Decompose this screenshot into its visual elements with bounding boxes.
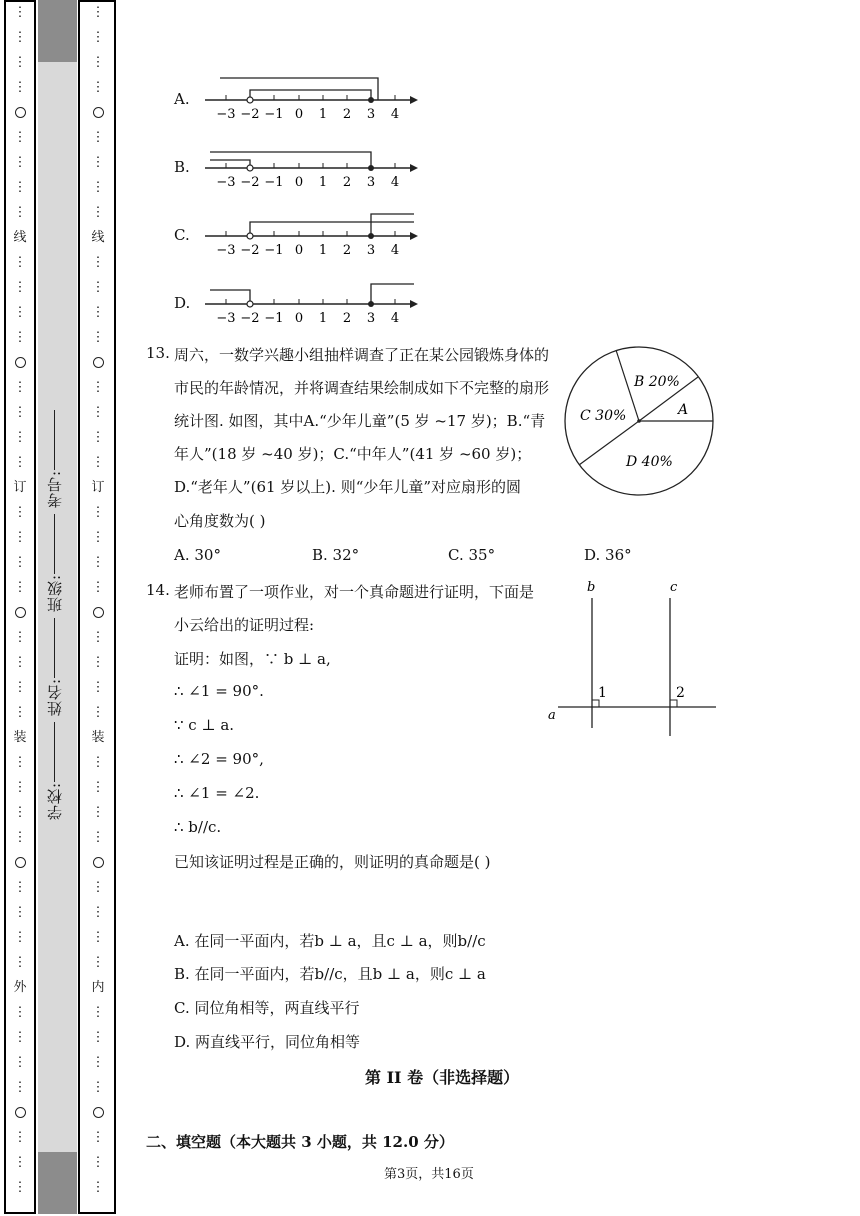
tick-label: −1 [264, 311, 284, 326]
margin-dots: ⋮ [13, 280, 27, 295]
q14-choice-b: B. 在同一平面内，若b//c，且b ⊥ a，则c ⊥ a [174, 965, 486, 983]
margin-dots: ⋮ [91, 755, 105, 770]
margin-label: 装 [91, 730, 105, 745]
fill-in-section-title: 二、填空题（本大题共 3 小题，共 12.0 分） [146, 1133, 454, 1151]
tick-label: −2 [240, 175, 260, 190]
q13-line-1: 周六，一数学兴趣小组抽样调查了正在某公园锻炼身体的 [174, 346, 550, 364]
pie-center [637, 419, 641, 423]
solution-ray [371, 284, 414, 304]
margin-dots: ⋮ [13, 55, 27, 70]
closed-point [368, 301, 374, 307]
tick-label: −2 [240, 107, 260, 122]
margin-dots: ⋮ [91, 1180, 105, 1195]
margin-dots: ⋮ [13, 205, 27, 220]
margin-dots: ⋮ [13, 455, 27, 470]
margin-dots: ⋮ [13, 1055, 27, 1070]
q14-parallel-lines-figure [544, 576, 720, 741]
margin-dots: ⋮ [13, 755, 27, 770]
margin-dots: ⋮ [13, 505, 27, 520]
margin-dots: ⋮ [91, 805, 105, 820]
margin-dots: ⋮ [91, 455, 105, 470]
q14-line-1: 老师布置了一项作业，对一个真命题进行证明，下面是 [174, 583, 535, 601]
tick-label: 1 [318, 175, 328, 190]
margin-dots: ⋮ [13, 180, 27, 195]
tick-label: −2 [240, 243, 260, 258]
margin-dots: ⋮ [91, 880, 105, 895]
margin-dots: ⋮ [91, 1055, 105, 1070]
binding-block-bottom [38, 1152, 77, 1214]
margin-dots: ⋮ [13, 880, 27, 895]
margin-circle [8, 350, 32, 375]
page-footer: 第3页，共16页 [384, 1167, 474, 1182]
margin-circle [86, 1100, 110, 1125]
margin-dots: ⋮ [91, 1130, 105, 1145]
margin-dots: ⋮ [13, 780, 27, 795]
q12-option-a-label: A. [174, 90, 190, 108]
q14-line-8: ∴ b//c. [174, 818, 222, 836]
margin-circle [86, 100, 110, 125]
margin-circle [8, 1100, 32, 1125]
open-point [247, 233, 253, 239]
margin-circle [86, 350, 110, 375]
tick-label: 0 [294, 175, 304, 190]
margin-dots: ⋮ [13, 130, 27, 145]
tick-label: 0 [294, 243, 304, 258]
tick-label: 2 [342, 243, 352, 258]
q13-pie-chart [562, 340, 722, 500]
q14-number: 14. [146, 581, 170, 599]
margin-dots: ⋮ [13, 655, 27, 670]
pie-label-c: C 30% [580, 408, 627, 424]
margin-circle [8, 600, 32, 625]
outer-dots-column [8, 0, 32, 1200]
q14-line-9: 已知该证明过程是正确的，则证明的真命题是( ) [174, 853, 491, 871]
tick-label: −1 [264, 243, 284, 258]
margin-dots: ⋮ [13, 830, 27, 845]
closed-point [368, 233, 374, 239]
tick-label: 4 [390, 311, 400, 326]
margin-dots: ⋮ [91, 530, 105, 545]
tick-label: 0 [294, 311, 304, 326]
margin-dots: ⋮ [91, 780, 105, 795]
margin-dots: ⋮ [13, 380, 27, 395]
q13-line-3: 统计图. 如图，其中A.“少年儿童”(5 岁 ~17 岁)；B.“青 [174, 412, 546, 430]
margin-dots: ⋮ [13, 30, 27, 45]
margin-dots: ⋮ [91, 180, 105, 195]
solution-ray [210, 160, 250, 168]
margin-dots: ⋮ [13, 955, 27, 970]
margin-dots: ⋮ [91, 1005, 105, 1020]
q13-choice-d: D. 36° [584, 546, 632, 564]
q14-line-4: ∴ ∠1 = 90°. [174, 682, 264, 700]
name-field-label: 姓名: [46, 678, 64, 717]
number-line-arrow [410, 96, 418, 104]
tick-label: 2 [342, 175, 352, 190]
margin-dots: ⋮ [91, 330, 105, 345]
margin-dots: ⋮ [91, 55, 105, 70]
margin-dots: ⋮ [91, 630, 105, 645]
tick-label: −3 [216, 175, 236, 190]
margin-dots: ⋮ [91, 30, 105, 45]
margin-dots: ⋮ [91, 430, 105, 445]
section-2-title: 第 II 卷（非选择题） [365, 1068, 520, 1087]
pie-label-d: D 40% [626, 454, 673, 470]
student-info-fields [44, 380, 65, 820]
margin-dots: ⋮ [13, 630, 27, 645]
margin-dots: ⋮ [91, 930, 105, 945]
open-point [247, 165, 253, 171]
tick-label: 4 [390, 107, 400, 122]
margin-circle [86, 850, 110, 875]
margin-circle [8, 100, 32, 125]
margin-dots: ⋮ [91, 705, 105, 720]
margin-dots: ⋮ [13, 155, 27, 170]
q12-option-c-label: C. [174, 226, 190, 244]
inner-dots-column [86, 0, 110, 1200]
q13-line-2: 市民的年龄情况，并将调查结果绘制成如下不完整的扇形 [174, 379, 550, 397]
margin-dots: ⋮ [13, 680, 27, 695]
solution-segment [250, 90, 371, 100]
margin-dots: ⋮ [13, 555, 27, 570]
open-point [247, 97, 253, 103]
margin-circle [86, 600, 110, 625]
margin-label: 订 [91, 480, 105, 495]
tick-label: 1 [318, 311, 328, 326]
margin-dots: ⋮ [91, 130, 105, 145]
margin-dots: ⋮ [13, 1155, 27, 1170]
tick-label: 4 [390, 175, 400, 190]
margin-dots: ⋮ [91, 830, 105, 845]
open-point [247, 301, 253, 307]
margin-label: 线 [91, 230, 105, 245]
margin-dots: ⋮ [13, 5, 27, 20]
number-line-arrow [410, 300, 418, 308]
margin-dots: ⋮ [13, 1130, 27, 1145]
school-field-label: 学校: [46, 781, 64, 820]
margin-dots: ⋮ [91, 555, 105, 570]
tick-label: 2 [342, 107, 352, 122]
id-field-label: 考号: [46, 470, 64, 509]
margin-dots: ⋮ [91, 405, 105, 420]
q13-number: 13. [146, 344, 170, 362]
q14-choice-c: C. 同位角相等，两直线平行 [174, 999, 360, 1017]
margin-dots: ⋮ [91, 955, 105, 970]
margin-dots: ⋮ [13, 255, 27, 270]
margin-dots: ⋮ [91, 280, 105, 295]
q13-choice-a: A. 30° [174, 546, 221, 564]
solution-ray [371, 214, 414, 236]
closed-point [368, 165, 374, 171]
tick-label: −1 [264, 175, 284, 190]
q14-line-5: ∵ c ⊥ a. [174, 716, 235, 734]
q13-line-5: D.“老年人”(61 岁以上). 则“少年儿童”对应扇形的圆 [174, 478, 522, 496]
tick-label: 3 [366, 175, 376, 190]
q14-line-6: ∴ ∠2 = 90°, [174, 750, 264, 768]
margin-circle [8, 850, 32, 875]
margin-dots: ⋮ [91, 255, 105, 270]
margin-dots: ⋮ [91, 155, 105, 170]
pie-label-b: B 20% [634, 374, 680, 390]
margin-dots: ⋮ [13, 405, 27, 420]
margin-dots: ⋮ [13, 530, 27, 545]
number-line-arrow [410, 232, 418, 240]
binding-block-top [38, 0, 77, 62]
margin-dots: ⋮ [13, 1180, 27, 1195]
label-angle-1: 1 [598, 685, 607, 701]
margin-dots: ⋮ [91, 655, 105, 670]
tick-label: −3 [216, 311, 236, 326]
margin-dots: ⋮ [13, 430, 27, 445]
right-angle-1 [592, 700, 599, 707]
q14-choice-d: D. 两直线平行，同位角相等 [174, 1033, 361, 1051]
tick-label: 3 [366, 311, 376, 326]
tick-label: 2 [342, 311, 352, 326]
margin-dots: ⋮ [13, 1080, 27, 1095]
margin-dots: ⋮ [91, 1030, 105, 1045]
margin-dots: ⋮ [91, 80, 105, 95]
label-c: c [670, 580, 678, 595]
margin-label: 线 [13, 230, 27, 245]
q12-number-lines-figure [200, 70, 425, 335]
margin-dots: ⋮ [91, 1155, 105, 1170]
margin-dots: ⋮ [13, 1005, 27, 1020]
margin-dots: ⋮ [91, 5, 105, 20]
tick-label: 4 [390, 243, 400, 258]
number-line-arrow [410, 164, 418, 172]
tick-label: −2 [240, 311, 260, 326]
margin-dots: ⋮ [91, 380, 105, 395]
q13-choice-b: B. 32° [312, 546, 360, 564]
q13-line-4: 年人”(18 岁 ~40 岁)；C.“中年人”(41 岁 ~60 岁)； [174, 445, 532, 463]
margin-dots: ⋮ [13, 905, 27, 920]
label-a: a [548, 708, 556, 723]
margin-dots: ⋮ [91, 305, 105, 320]
label-b: b [587, 580, 596, 595]
margin-dots: ⋮ [91, 505, 105, 520]
margin-dots: ⋮ [13, 580, 27, 595]
tick-label: −3 [216, 107, 236, 122]
margin-label: 装 [13, 730, 27, 745]
margin-dots: ⋮ [13, 80, 27, 95]
q14-line-7: ∴ ∠1 = ∠2. [174, 784, 260, 802]
tick-label: −1 [264, 107, 284, 122]
q14-line-2: 小云给出的证明过程: [174, 616, 315, 634]
tick-label: 1 [318, 107, 328, 122]
margin-dots: ⋮ [13, 330, 27, 345]
q12-option-b-label: B. [174, 158, 190, 176]
margin-dots: ⋮ [91, 1080, 105, 1095]
margin-dots: ⋮ [91, 580, 105, 595]
q12-option-d-label: D. [174, 294, 191, 312]
margin-dots: ⋮ [13, 705, 27, 720]
q14-line-3: 证明：如图，∵ b ⊥ a, [174, 650, 331, 668]
margin-dots: ⋮ [91, 205, 105, 220]
label-angle-2: 2 [676, 685, 685, 701]
solution-ray [210, 290, 250, 304]
margin-label: 外 [13, 980, 27, 995]
closed-point [368, 97, 374, 103]
tick-label: 0 [294, 107, 304, 122]
q13-line-6: 心角度数为( ) [174, 512, 266, 530]
margin-label: 内 [91, 980, 105, 995]
margin-dots: ⋮ [91, 905, 105, 920]
margin-dots: ⋮ [13, 930, 27, 945]
tick-label: 1 [318, 243, 328, 258]
class-field-label: 班级: [46, 574, 64, 613]
pie-label-a: A [678, 402, 689, 418]
right-angle-2 [670, 700, 677, 707]
margin-dots: ⋮ [13, 305, 27, 320]
q13-choice-c: C. 35° [448, 546, 496, 564]
tick-label: 3 [366, 243, 376, 258]
q14-choice-a: A. 在同一平面内，若b ⊥ a，且c ⊥ a，则b//c [174, 932, 486, 950]
tick-label: 3 [366, 107, 376, 122]
margin-label: 订 [13, 480, 27, 495]
margin-dots: ⋮ [91, 680, 105, 695]
margin-dots: ⋮ [13, 805, 27, 820]
solution-ray [250, 222, 414, 236]
tick-label: −3 [216, 243, 236, 258]
margin-dots: ⋮ [13, 1030, 27, 1045]
